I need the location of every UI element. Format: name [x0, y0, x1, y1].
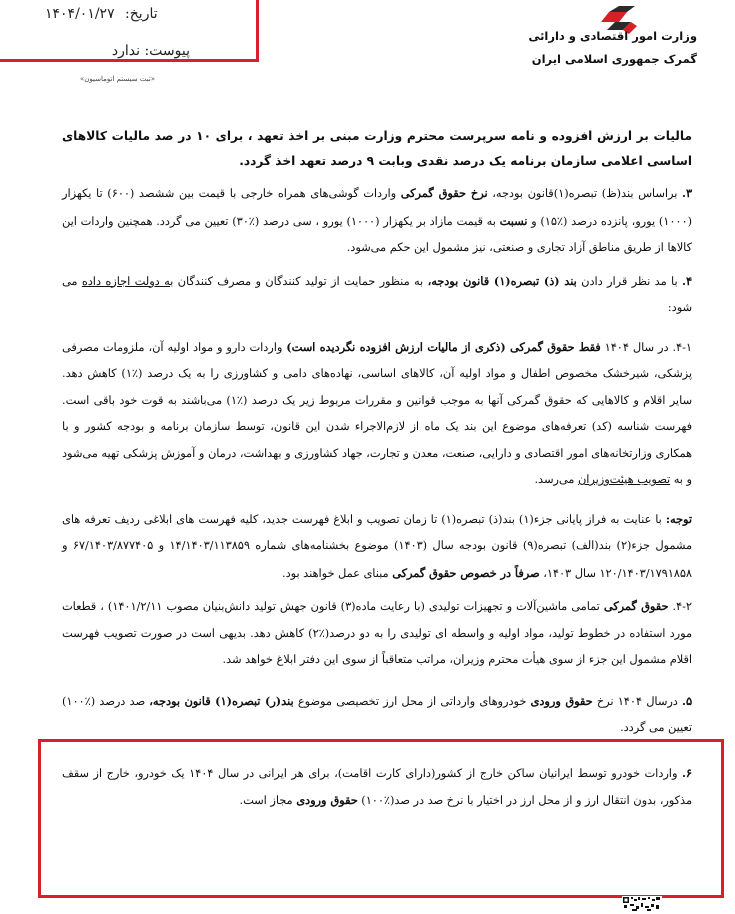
clause-4-text-c: به منظور حمایت از تولید کنندگان و مصرف کنندگان	[177, 274, 424, 288]
clause-4-1-text-d: تصویب هیئت‌وزیران	[577, 473, 671, 486]
note-paragraph	[62, 506, 692, 588]
clause-5-number: ۵.	[682, 693, 693, 708]
clause-4-1-text-e: می‌رسد.	[534, 473, 575, 486]
clauses-5-6-highlight-box	[38, 739, 724, 898]
letter-body	[62, 124, 692, 821]
clause-4-1-number: ۴-۱.	[672, 340, 692, 354]
clause-6-text-a: واردات خودرو توسط ایرانیان ساکن خارج از کشور(دارای کارت اقامت)، برای هر ایرانی در سال ۱۴۰۴ یک خودرو، خارج از سقف مذکور، بدون انتقال ارز و از محل ارز در اختیار با نرخ صد در صد(٪۱۰۰)	[62, 766, 692, 807]
clause-4-2-text-b: تمامی ماشین‌آلات و تجهیزات تولیدی (با رعایت ماده(۳) قانون جهش تولید دانش‌بنیان مصوب ۱۴۰۱/۲/۱۱) ، قطعات مورد استفاده در خطوط تولید، مواد اولیه و واسطه ای تولیدی را به دو درصد(٪۲) کاهش دهد. بدیهی است در صورت تصویب فهرست اقلام مشمول این جزء از سوی هیأت محترم وزیران، مراتب متعاقباً از سوی این دفتر ابلاغ خواهد شد.	[62, 600, 693, 666]
clause-4-text-b: بند (ذ) تبصره(۱) قانون بودجه،	[427, 273, 577, 288]
automation-note: «ثبت سیستم اتوماسیون»	[80, 75, 156, 83]
clause-3	[62, 180, 692, 262]
clause-5-text-c: خودروهای وارداتی از محل ارز تخصیصی موضوع	[297, 694, 527, 708]
note-text-b: صرفاً در خصوص حقوق گمرکی	[392, 565, 540, 580]
clause-5	[62, 688, 692, 742]
clause-4-1	[62, 334, 692, 494]
clause-4-text-a: با مد نظر قرار دادن	[581, 274, 678, 288]
clause-4-text-e: می شود:	[62, 274, 692, 314]
letter-title: مالیات بر ارزش افزوده و نامه سرپرست محترم وزارت مبنی بر اخذ تعهد ، برای ۱۰ در صد مالیات کالاهای اساسی اعلامی سازمان برنامه یک درصد نقدی وبابت ۹ درصد تعهد اخذ گردد.	[62, 129, 692, 168]
clause-4-1-text-a: در سال ۱۴۰۴	[604, 340, 669, 354]
clause-4-1-text-b: فقط حقوق گمرکی (ذکری از مالیات ارزش افزوده نگردیده است)	[286, 339, 601, 354]
clause-4	[62, 268, 692, 322]
clause-5-text-b: حقوق ورودی	[530, 693, 593, 708]
attachment-status: پیوست: ندارد	[111, 43, 190, 59]
clause-6-text-c: مجاز است.	[239, 794, 293, 807]
clause-4-number: ۴.	[682, 273, 693, 288]
clause-3-text-a: براساس بند(ظ) تبصره(۱)قانون بودجه،	[492, 187, 678, 200]
note-text-a: با عنایت به فراز پایانی جزء(۱) بند(ذ) تبصره(۱) تا زمان تصویب و ابلاغ فهرست جدید، کلیه فهرست های ابلاغی ردیف تعرفه های مشمول جزء(۲) بند(الف) تبصره(۹) قانون بودجه سال (۱۴۰۳) موضوع بخشنامه‌های شماره ۱۴/۱۴۰۳/۱۱۳۸۵۹ و ۶۷/۱۴۰۳/۸۷۷۴۰۵ و ۱۲۰/۱۴۰۳/۱۷۹۱۸۵۸ سال ۱۴۰۳،	[62, 512, 693, 580]
note-label: توجه:	[665, 511, 693, 526]
date-label: تاریخ:	[125, 6, 158, 22]
ministry-name: وزارت امور اقتصادی و دارائی	[528, 29, 697, 43]
clause-3-text-d: نسبت	[499, 213, 528, 228]
clause-5-text-e: صد درصد (٪۱۰۰) تعیین می گردد.	[62, 694, 692, 734]
clause-6-text-b: حقوق ورودی	[296, 793, 358, 807]
clause-3-number: ۳.	[682, 186, 693, 200]
note-text-c: مبنای عمل خواهند بود.	[281, 566, 389, 580]
clause-6-number: ۶.	[681, 765, 692, 780]
clause-4-text-d: به دولت اجازه داده	[81, 274, 174, 288]
clause-4-2-text-a: حقوق گمرکی	[603, 599, 669, 613]
customs-name: گمرک جمهوری اسلامی ایران	[531, 52, 697, 66]
clause-5-text-a: درسال ۱۴۰۴ نرخ	[596, 694, 678, 708]
clause-4-1-text-c: واردات دارو و مواد اولیه آن، ملزومات مصرفی پزشکی، شیرخشک مخصوص اطفال و مواد اولیه آن، کالاهای اساسی، نهاده‌های دامی و کشاورزی را به یک درصد (٪۱) کاهش دهد. سایر اقلام و کالاهایی که حقوق گمرکی آنها به موجب قوانین و مقررات مربوط زیر یک درصد (٪۱) می‌باشند به قوت خود باقی است. فهرست شناسه (کد) تعرفه‌های موضوع این بند یک ماه از لازم‌الاجراء شدن این قانون، توسط سازمان برنامه و بودجه کشور و با همکاری وزارتخانه‌های امور اقتصادی و دارایی، صنعت، معدن و تجارت، جهاد کشاورزی و بهداشت، درمان و آموزش پزشکی تهیه می‌شود و به	[62, 340, 693, 486]
date-value: ۱۴۰۴/۰۱/۲۷	[45, 6, 115, 22]
qr-code-icon	[622, 896, 662, 912]
clause-5-text-d: بند(ر) تبصره(۱) قانون بودجه،	[149, 693, 294, 708]
clause-3-text-b: نرخ حقوق گمرکی	[400, 186, 488, 200]
clause-3-text-e: به قیمت مازاد بر یکهزار (۱۰۰۰) یورو ، سی درصد (٪۳۰) تعیین می گردد. همچنین واردات این کالاها از طریق مناطق آزاد تجاری و صنعتی، نیز مشمول این حکم می‌شود.	[62, 214, 692, 254]
clause-3-text-c: واردات گوشی‌های همراه خارجی با قیمت بین ششصد (۶۰۰) تا یکهزار (۱۰۰۰) یورو، پانزده درصد (٪۱۵) و	[62, 187, 692, 228]
clause-4-2-number: ۴-۲.	[672, 600, 692, 613]
clause-4-2	[62, 593, 692, 674]
letter-date	[45, 6, 175, 22]
